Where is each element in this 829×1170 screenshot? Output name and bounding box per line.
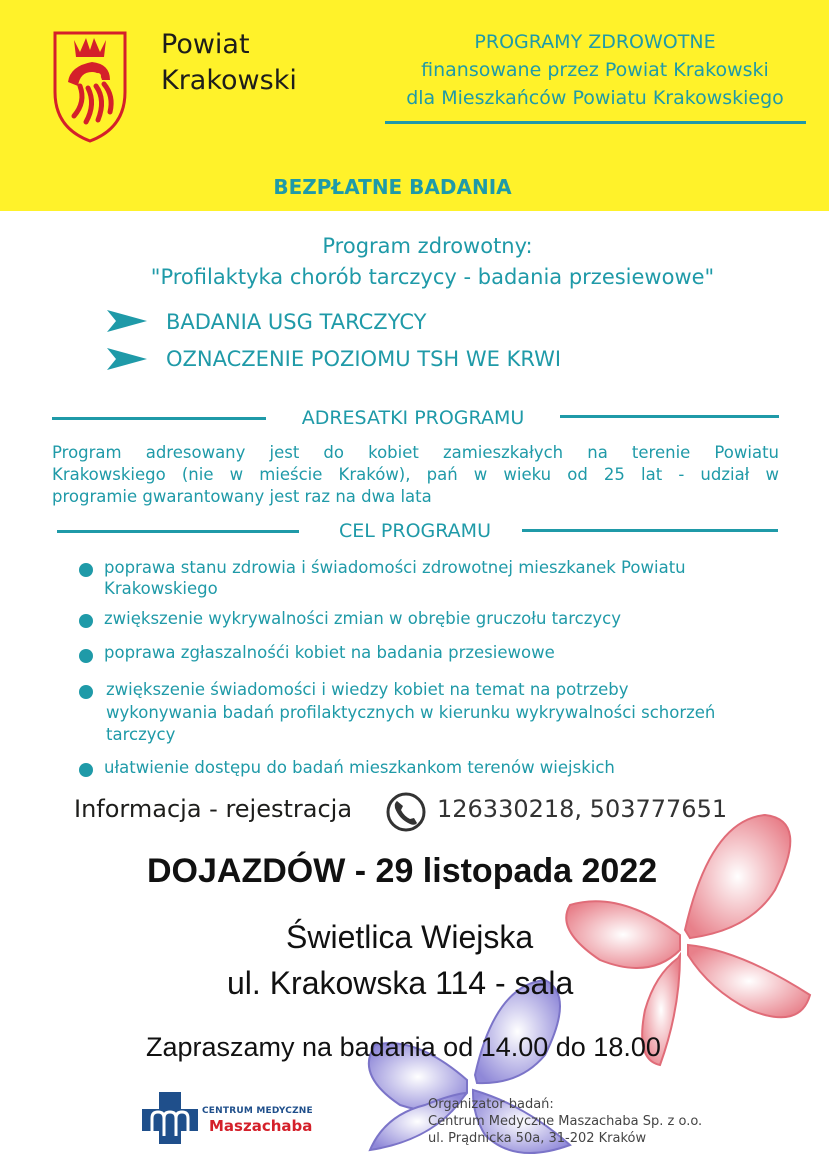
goal-item-line: poprawa stanu zdrowia i świadomości zdrowotnej mieszkanek Powiatu [104, 558, 686, 577]
addressees-line: programie gwarantowany jest raz na dwa lata [52, 487, 432, 506]
event-invite: Zapraszamy na badania od 14.00 do 18.00 [146, 1032, 661, 1062]
event-date: DOJAZDÓW - 29 listopada 2022 [147, 852, 658, 890]
registration-label: Informacja - rejestracja [74, 795, 353, 823]
goal-item-line: poprawa zgłaszalnośći kobiet na badania przesiewowe [104, 643, 555, 662]
cm-logo-line1: CENTRUM MEDYCZNE [202, 1106, 313, 1116]
addressees-text [52, 442, 779, 508]
addressees-line: Program adresowany jest do kobiet zamieszkałych na terenie Powiatu [52, 443, 779, 462]
addressees-heading: ADRESATKI PROGRAMU [301, 407, 525, 429]
organizer-name: Centrum Medyczne Maszachaba Sp. z o.o. [428, 1114, 703, 1129]
bullet-dot-icon [79, 763, 93, 777]
bullet-dot-icon [79, 685, 93, 699]
bullet-dot-icon [79, 649, 93, 663]
organizer-label: Organizator badań: [428, 1097, 554, 1112]
goal-item [106, 679, 715, 747]
goal-item-line: zwiększenie świadomości i wiedzy kobiet na temat na potrzeby [106, 680, 629, 699]
program-label: Program zdrowotny: [322, 234, 533, 258]
phone-icon [386, 791, 426, 833]
goal-item-line: Krakowskiego [104, 579, 218, 598]
section-rule-right [522, 529, 778, 532]
bullet-dot-icon [79, 614, 93, 628]
goal-item [104, 757, 615, 778]
goal-item-line: wykonywania badań profilaktycznych w kierunku wykrywalności schorzeń [106, 702, 716, 722]
programs-title: PROGRAMY ZDROWOTNE [474, 31, 716, 53]
programs-subtitle-1: finansowane przez Powiat Krakowski [421, 59, 769, 81]
test-item-usg: BADANIA USG TARCZYCY [166, 310, 427, 334]
registration-phones: 126330218, 503777651 [437, 795, 728, 823]
medical-cross-logo-icon [142, 1092, 198, 1144]
goal-item-line: zwiększenie wykrywalności zmian w obrębie gruczołu tarczycy [104, 609, 621, 628]
goal-item-line: tarczycy [106, 725, 176, 744]
brand-name-line1: Powiat [161, 29, 250, 60]
header-divider [385, 121, 806, 124]
brand-name-line2: Krakowski [161, 65, 297, 96]
goals-heading: CEL PROGRAMU [339, 520, 491, 542]
arrow-right-icon [107, 348, 147, 370]
bullet-dot-icon [79, 563, 93, 577]
goal-item [104, 608, 621, 629]
event-place: Świetlica Wiejska [286, 919, 534, 955]
organizer-block [428, 1096, 702, 1147]
event-address: ul. Krakowska 114 - sala [227, 965, 574, 1001]
goal-item [104, 642, 555, 663]
arrow-right-icon [107, 310, 147, 332]
cm-logo-line2: Maszachaba [209, 1117, 313, 1135]
program-name: "Profilaktyka chorób tarczycy - badania przesiewowe" [150, 265, 715, 289]
section-rule-right [560, 415, 779, 418]
powiat-crest-logo [52, 30, 128, 144]
goal-item [104, 557, 686, 599]
free-tests-heading: BEZPŁATNE BADANIA [273, 175, 512, 199]
section-rule-left [52, 417, 266, 420]
addressees-line: Krakowskiego (nie w mieście Kraków), pań w wieku od 25 lat - udział w [52, 465, 779, 484]
programs-subtitle-2: dla Mieszkańców Powiatu Krakowskiego [406, 87, 784, 109]
organizer-address: ul. Prądnicka 50a, 31-202 Kraków [428, 1131, 647, 1146]
section-rule-left [57, 530, 299, 533]
goal-item-line: ułatwienie dostępu do badań mieszkankom terenów wiejskich [104, 758, 615, 777]
test-item-tsh: OZNACZENIE POZIOMU TSH WE KRWI [166, 347, 562, 371]
